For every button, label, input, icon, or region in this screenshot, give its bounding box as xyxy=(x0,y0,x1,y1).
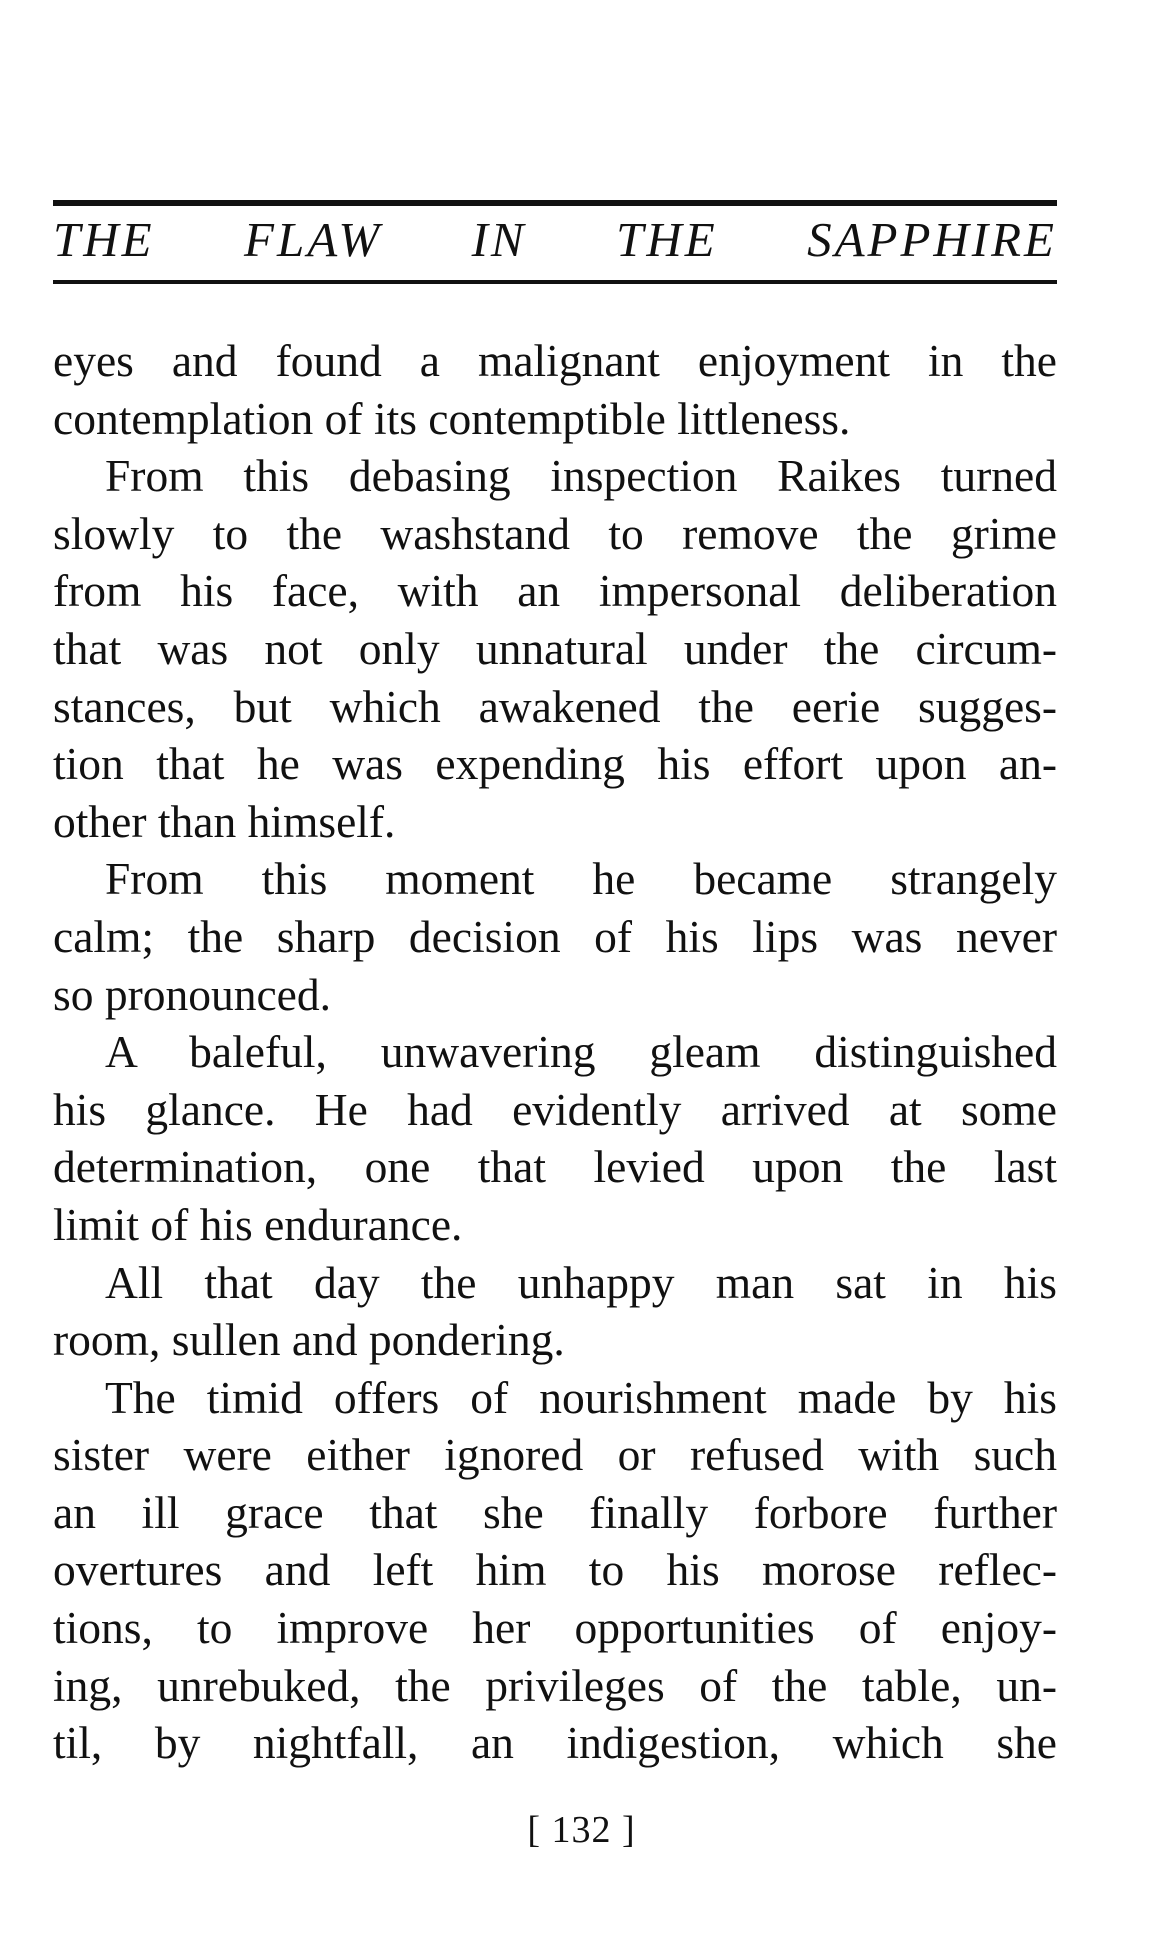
text-line: ing, unrebuked, the privileges of the table, un- xyxy=(53,1659,1057,1711)
header-rule-bottom xyxy=(53,280,1057,284)
text-line: stances, but which awakened the eerie sugges- xyxy=(53,680,1057,732)
running-head xyxy=(53,201,1057,279)
text-line: his glance. He had evidently arrived at some xyxy=(53,1083,1057,1135)
text-line: so pronounced. xyxy=(53,968,331,1020)
text-line: All that day the unhappy man sat in his xyxy=(105,1256,1057,1308)
text-line: overtures and left him to his morose reflec- xyxy=(53,1544,1057,1596)
text-line: tion that he was expending his effort upon an- xyxy=(53,738,1057,790)
paragraph xyxy=(53,1254,1057,1369)
body-text xyxy=(53,332,1057,1772)
paragraph xyxy=(53,850,1057,1023)
text-line: calm; the sharp decision of his lips was never xyxy=(53,910,1057,962)
text-line: from his face, with an impersonal deliberation xyxy=(53,565,1057,617)
paragraph xyxy=(53,332,1057,447)
text-line: that was not only unnatural under the circum- xyxy=(53,622,1057,674)
text-line: tions, to improve her opportunities of enjoy- xyxy=(53,1602,1057,1654)
text-line: From this moment he became strangely xyxy=(105,853,1057,905)
text-line: an ill grace that she finally forbore further xyxy=(53,1486,1057,1538)
running-head-word: IN xyxy=(471,212,527,267)
text-line: A baleful, unwavering gleam distinguished xyxy=(105,1026,1057,1078)
paragraph xyxy=(53,447,1057,850)
text-line: From this debasing inspection Raikes turned xyxy=(105,450,1057,502)
text-line: limit of his endurance. xyxy=(53,1198,463,1250)
page-number: [ 132 ] xyxy=(527,1809,636,1851)
text-line: other than himself. xyxy=(53,795,396,847)
text-line: contemplation of its contemptible littleness. xyxy=(53,392,851,444)
paragraph xyxy=(53,1369,1057,1772)
paragraph xyxy=(53,1023,1057,1253)
running-head-word: SAPPHIRE xyxy=(807,212,1057,267)
text-line: slowly to the washstand to remove the grime xyxy=(53,507,1057,559)
running-head-word: THE xyxy=(53,212,155,267)
text-line: determination, one that levied upon the last xyxy=(53,1141,1057,1193)
running-head-word: THE xyxy=(616,212,718,267)
text-line: til, by nightfall, an indigestion, which she xyxy=(53,1717,1057,1769)
text-line: sister were either ignored or refused with such xyxy=(53,1429,1057,1481)
text-line: eyes and found a malignant enjoyment in the xyxy=(53,335,1057,386)
running-head-word: FLAW xyxy=(244,212,383,267)
text-line: room, sullen and pondering. xyxy=(53,1314,565,1366)
text-line: The timid offers of nourishment made by his xyxy=(105,1371,1057,1423)
